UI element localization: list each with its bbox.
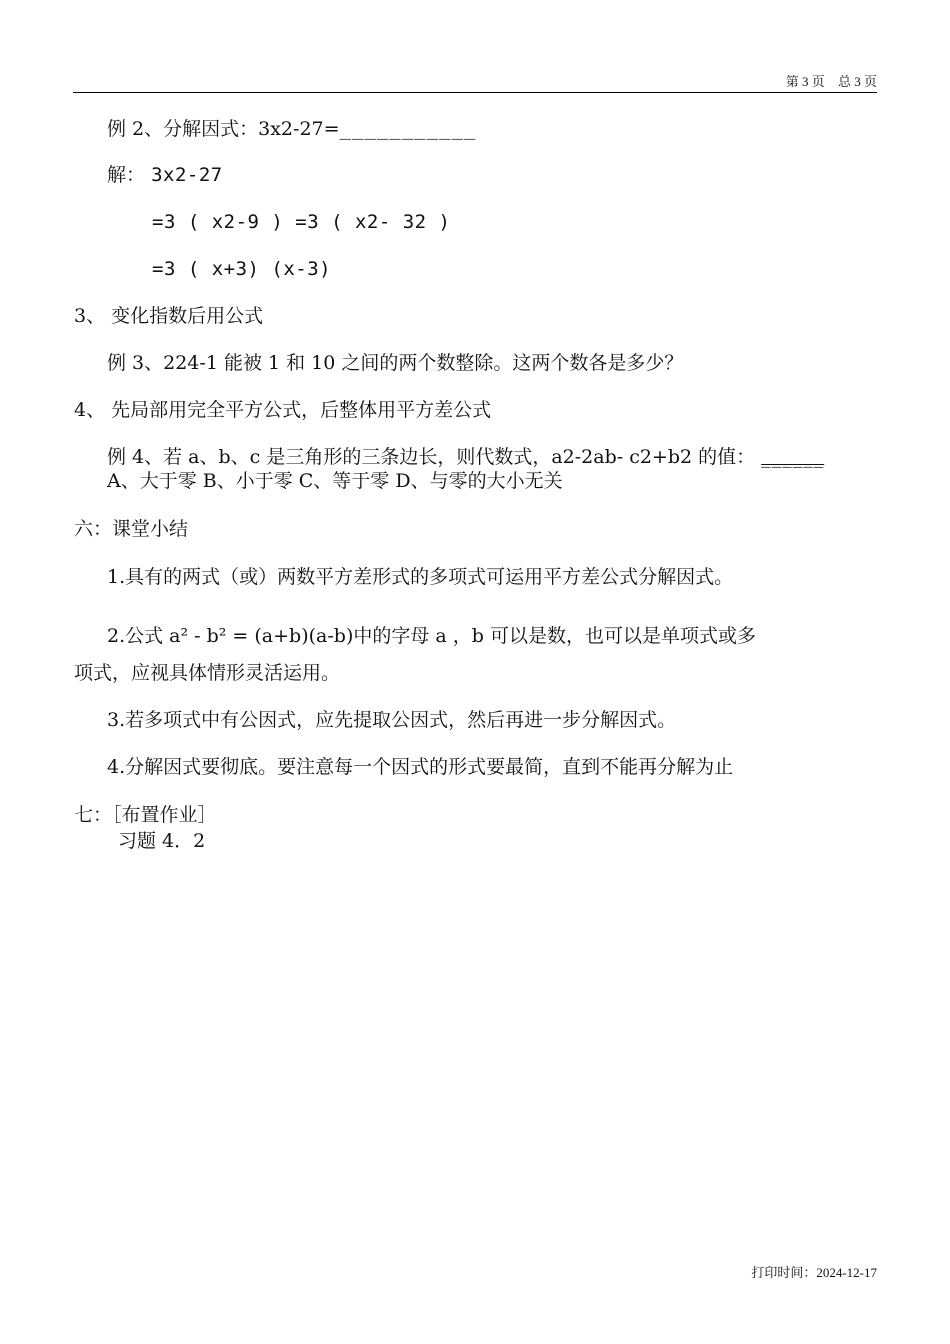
summary-item-1: 1.具有的两式（或）两数平方差形式的多项式可运用平方差公式分解因式。 [107, 566, 734, 588]
example-4-text: 例 4、若 a、b、c 是三角形的三条边长，则代数式，a2-2ab- c2+b2 的值： [107, 446, 756, 468]
summary-item-2-continued: 项式，应视具体情形灵活运用。 [74, 662, 341, 684]
example-3: 例 3、224-1 能被 1 和 10 之间的两个数整除。这两个数各是多少？ [107, 352, 684, 374]
solution-line [107, 162, 223, 188]
summary-item-4: 4.分解因式要彻底。要注意每一个因式的形式要最简，直到不能再分解为止 [107, 756, 734, 778]
summary-title: 六：课堂小结 [74, 518, 189, 540]
summary-item-3: 3.若多项式中有公因式，应先提取公因式，然后再进一步分解因式。 [107, 709, 677, 731]
section-3-title: 3、 变化指数后用公式 [74, 305, 264, 327]
solution-expression: 3x2-27 [151, 164, 223, 186]
example-4-options: A、大于零 B、小于零 C、等于零 D、与零的大小无关 [107, 470, 563, 492]
example-2-line [107, 116, 476, 142]
solution-label: 解： [107, 164, 146, 186]
section-4-title: 4、 先局部用完全平方公式，后整体用平方差公式 [74, 399, 492, 421]
page-number: 第 3 页 [785, 74, 825, 89]
homework-title: 七：［布置作业］ [74, 804, 217, 826]
page-total: 总 3 页 [837, 74, 877, 89]
example-4-blank: ______ [761, 446, 825, 468]
example-4-line [107, 444, 824, 470]
example-2-text: 例 2、分解因式：3x2-27= [107, 118, 340, 140]
solution-step-2: =3 ( x+3) (x-3) [152, 258, 332, 280]
example-2-blank: ___________ [339, 118, 477, 140]
print-time: 打印时间：2024-12-17 [751, 1265, 877, 1280]
page-header [73, 72, 877, 93]
homework-item: 习题 4．2 [118, 830, 206, 852]
solution-step-1: =3 ( x2-9 ) =3 ( x2- 32 ) [152, 211, 451, 233]
summary-item-2: 2.公式 a² - b² = (a+b)(a-b)中的字母 a ，b 可以是数，也可以是单项式或多 [107, 625, 756, 647]
